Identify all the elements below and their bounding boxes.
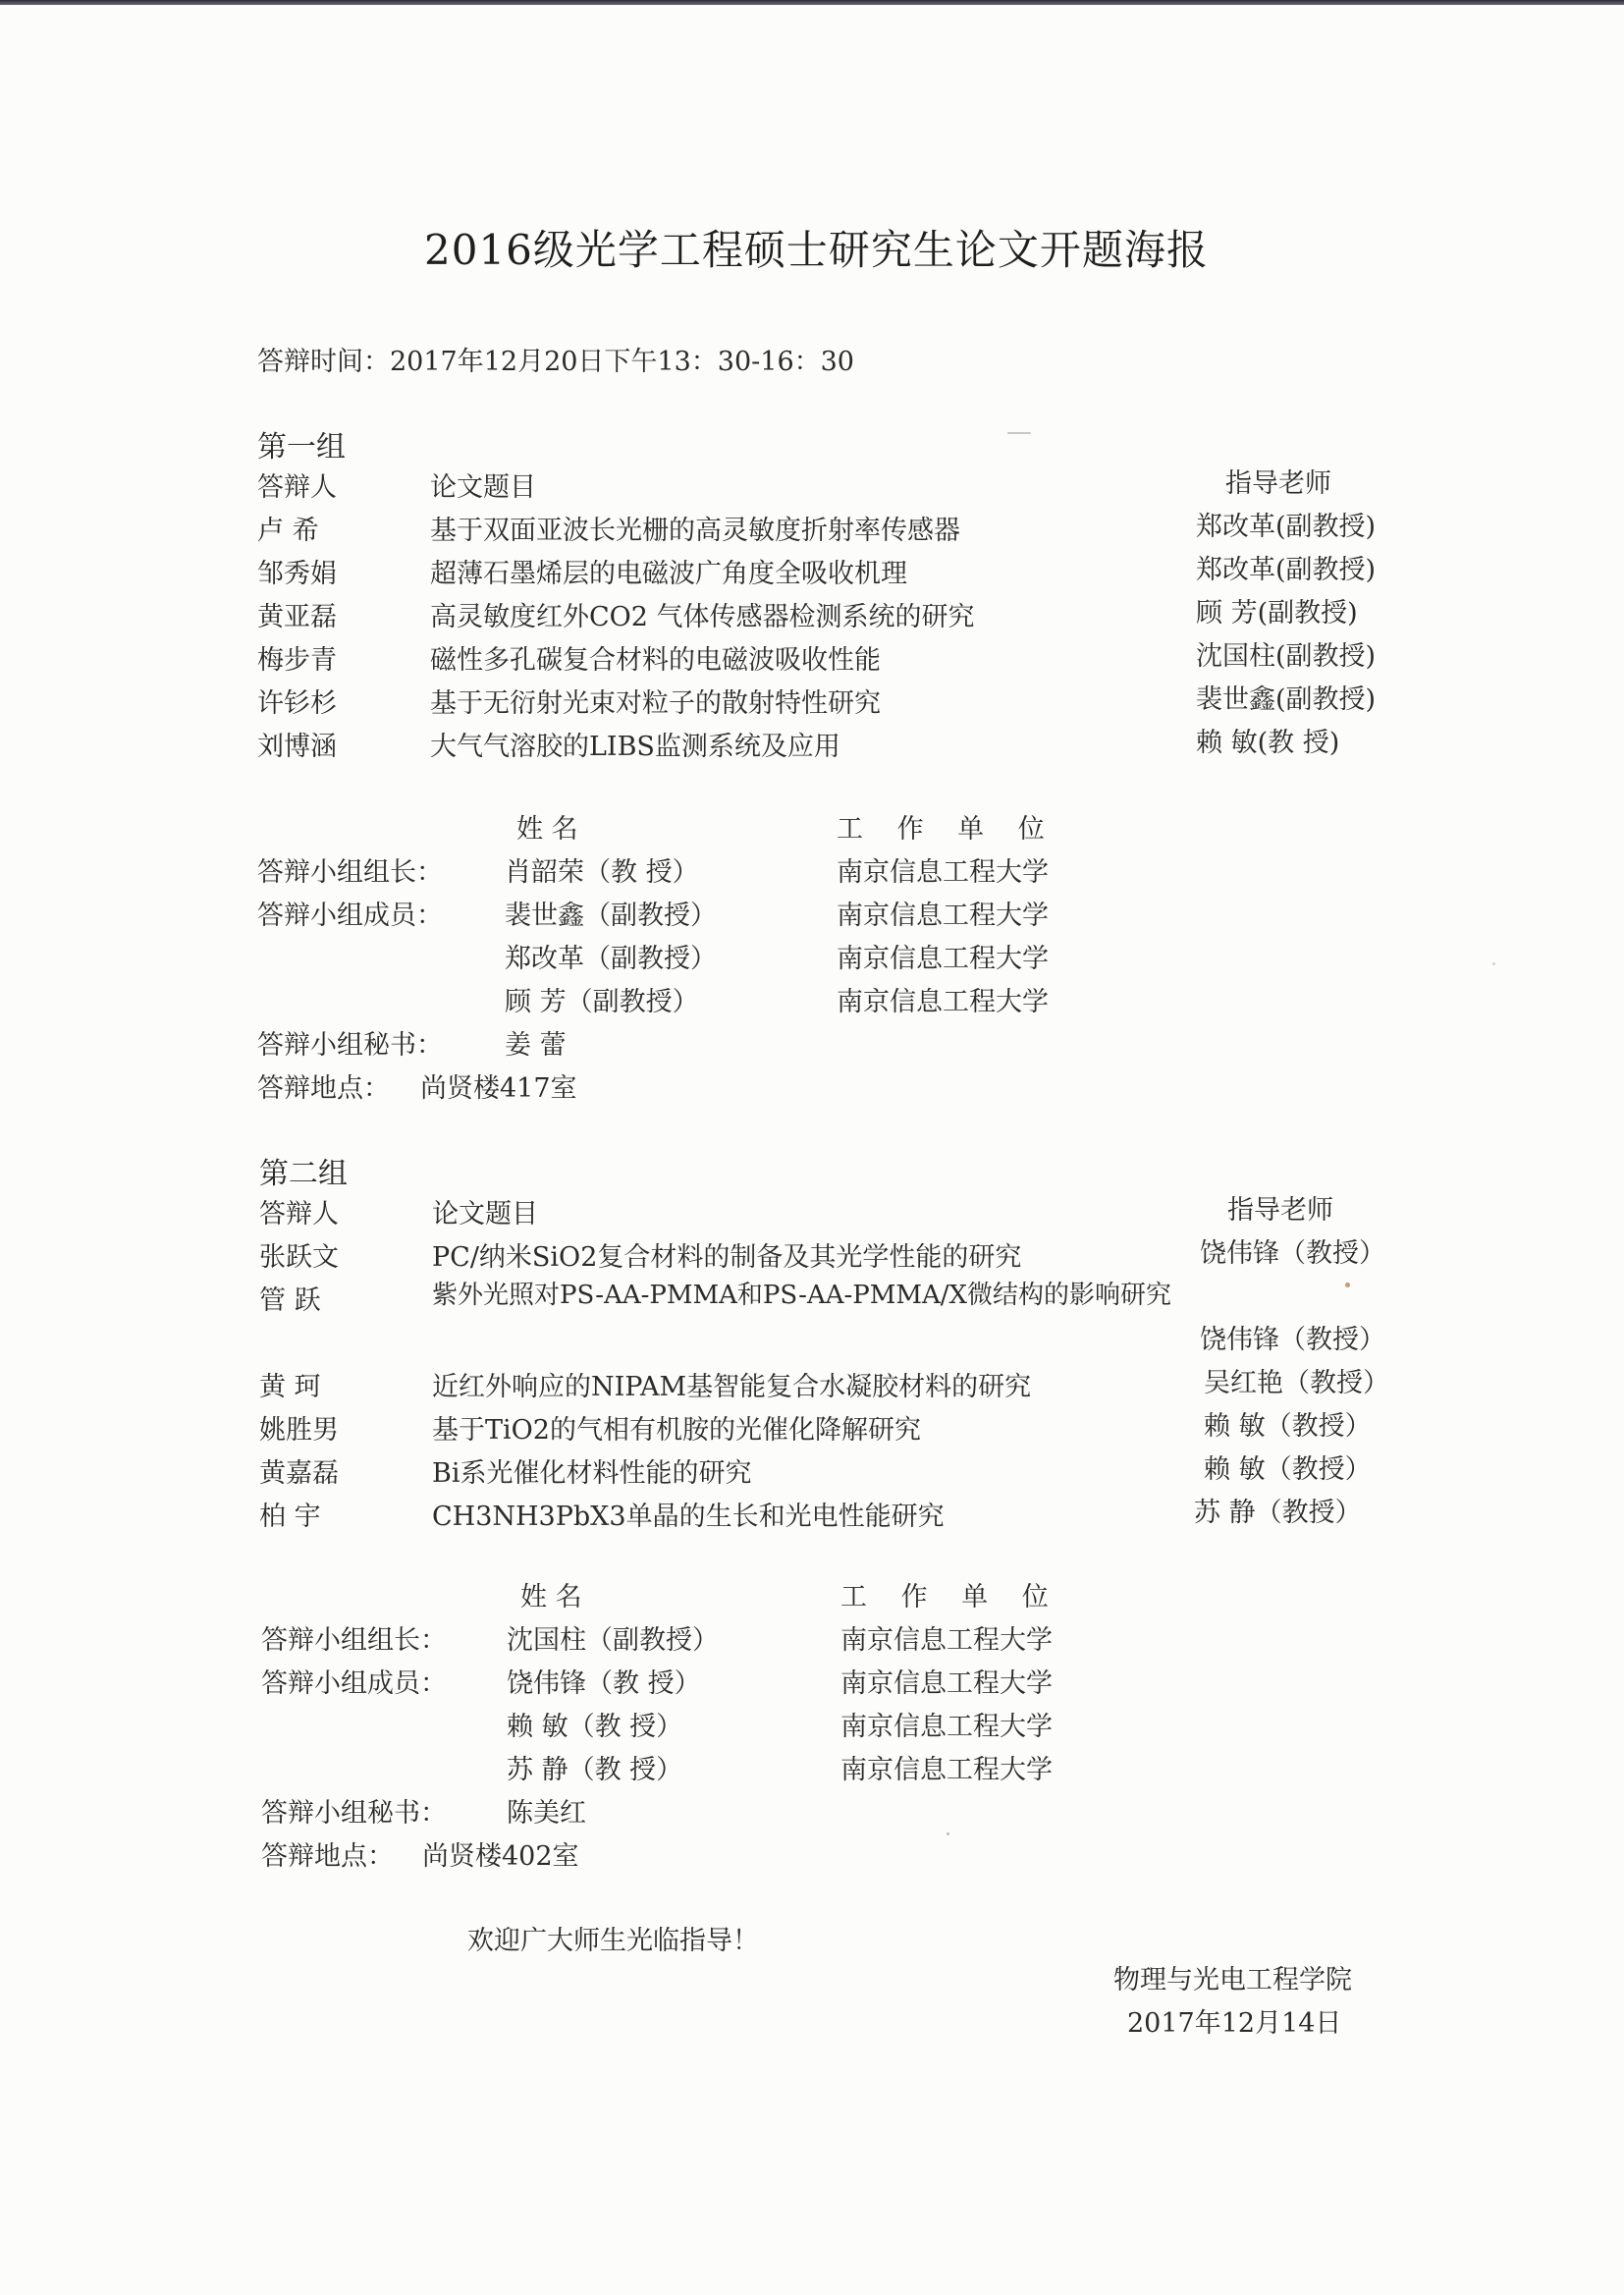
table-row-topic: PC/纳米SiO2复合材料的制备及其光学性能的研究 [432,1242,1022,1273]
table-row-advisor: 饶伟锋（教授） [1200,1325,1385,1355]
group-1-col-advisor: 指导老师 [1225,468,1331,499]
table-row-advisor: 饶伟锋（教授） [1200,1238,1385,1269]
committee-member-unit: 南京信息工程大学 [840,1668,1053,1699]
table-row-student: 许钐杉 [257,688,337,719]
table-row-student: 邹秀娟 [257,559,337,589]
table-row-student: 柏 宇 [259,1502,321,1532]
committee-member-unit: 南京信息工程大学 [837,857,1049,888]
table-row-student: 管 跃 [259,1285,321,1316]
table-row-topic: 大气气溶胶的LIBS监测系统及应用 [430,732,840,762]
closing-remark: 欢迎广大师生光临指导！ [467,1926,759,1956]
scan-speck [1492,962,1495,965]
table-row-advisor: 吴红艳（教授） [1204,1368,1389,1398]
committee-member-name: 肖韶荣（教 授） [505,857,699,888]
committee-col-name: 姓 名 [516,814,578,845]
group-2-col-topic: 论文题目 [432,1199,538,1229]
committee-member-unit: 南京信息工程大学 [840,1712,1053,1742]
table-row-advisor: 郑改革(副教授) [1196,555,1377,585]
table-row-advisor: 郑改革(副教授) [1196,512,1377,542]
committee-member-name: 郑改革（副教授） [505,944,717,974]
table-row-topic: 紫外光照对PS-AA-PMMA和PS-AA-PMMA/X微结构的影响研究 [432,1281,1172,1310]
committee-col-unit: 工 作 单 位 [837,814,1045,845]
committee-member-unit: 南京信息工程大学 [840,1755,1053,1785]
table-row-topic: CH3NH3PbX3单晶的生长和光电性能研究 [432,1502,945,1532]
group-1-heading: 第一组 [257,430,346,464]
table-row-topic: 近红外响应的NIPAM基智能复合水凝胶材料的研究 [432,1372,1032,1402]
table-row-advisor: 沈国柱(副教授) [1196,641,1377,672]
committee-member-name: 裴世鑫（副教授） [505,901,717,931]
table-row-student: 黄嘉磊 [259,1458,339,1489]
committee-member-unit: 南京信息工程大学 [837,944,1049,974]
secretary-label: 答辩小组秘书： [261,1798,447,1829]
scan-speck [1345,1283,1350,1287]
group-2-col-student: 答辩人 [259,1199,339,1229]
group-2-col-advisor: 指导老师 [1227,1195,1333,1226]
location-value: 尚贤楼417室 [420,1073,577,1104]
location-label: 答辩地点： [261,1841,394,1872]
table-row-topic: 磁性多孔碳复合材料的电磁波吸收性能 [430,645,881,676]
signature-org: 物理与光电工程学院 [1113,1965,1352,1995]
table-row-student: 卢 希 [257,516,319,546]
committee-member-name: 苏 静（教 授） [507,1755,683,1785]
table-row-topic: 超薄石墨烯层的电磁波广角度全吸收机理 [430,559,907,589]
committee-member-name: 沈国柱（副教授） [507,1625,719,1656]
committee-member-name: 饶伟锋（教 授） [507,1668,701,1699]
committee-member-unit: 南京信息工程大学 [840,1625,1053,1656]
table-row-topic: 基于无衍射光束对粒子的散射特性研究 [430,688,881,719]
committee-leader-label: 答辩小组组长： [261,1625,447,1656]
table-row-advisor: 苏 静（教授） [1194,1498,1362,1528]
table-row-student: 刘博涵 [257,732,337,762]
table-row-student: 姚胜男 [259,1415,339,1446]
scan-speck [1007,432,1031,434]
scan-top-edge [0,0,1624,5]
table-row-student: 黄亚磊 [257,602,337,632]
committee-members-label: 答辩小组成员： [261,1668,447,1699]
secretary-name: 姜 蕾 [505,1030,567,1061]
committee-col-unit: 工 作 单 位 [840,1582,1049,1612]
committee-col-name: 姓 名 [520,1582,582,1612]
committee-member-name: 顾 芳（副教授） [505,987,699,1017]
committee-member-unit: 南京信息工程大学 [837,901,1049,931]
page-title: 2016级光学工程硕士研究生论文开题海报 [424,226,1209,274]
secretary-name: 陈美红 [507,1798,586,1829]
committee-member-name: 赖 敏（教 授） [507,1712,683,1742]
table-row-advisor: 赖 敏（教授） [1204,1411,1372,1442]
defense-time: 答辩时间：2017年12月20日下午13：30-16：30 [257,347,854,377]
committee-member-unit: 南京信息工程大学 [837,987,1049,1017]
location-value: 尚贤楼402室 [422,1841,579,1872]
signature-date: 2017年12月14日 [1127,2008,1342,2039]
table-row-student: 张跃文 [259,1242,339,1273]
secretary-label: 答辩小组秘书： [257,1030,443,1061]
committee-members-label: 答辩小组成员： [257,901,443,931]
table-row-topic: 高灵敏度红外CO2 气体传感器检测系统的研究 [430,602,975,632]
table-row-advisor: 裴世鑫(副教授) [1196,684,1377,715]
group-1-col-student: 答辩人 [257,472,337,503]
table-row-student: 黄 珂 [259,1372,321,1402]
group-2-heading: 第二组 [259,1157,348,1191]
table-row-advisor: 赖 敏（教授） [1204,1454,1372,1485]
table-row-topic: 基于双面亚波长光栅的高灵敏度折射率传感器 [430,516,960,546]
location-label: 答辩地点： [257,1073,390,1104]
group-1-col-topic: 论文题目 [430,472,536,503]
table-row-topic: Bi系光催化材料性能的研究 [432,1458,752,1489]
table-row-advisor: 顾 芳(副教授) [1196,598,1358,628]
scan-speck [947,1832,949,1835]
table-row-advisor: 赖 敏(教 授) [1196,728,1340,758]
committee-leader-label: 答辩小组组长： [257,857,443,888]
table-row-student: 梅步青 [257,645,337,676]
table-row-topic: 基于TiO2的气相有机胺的光催化降解研究 [432,1415,921,1446]
